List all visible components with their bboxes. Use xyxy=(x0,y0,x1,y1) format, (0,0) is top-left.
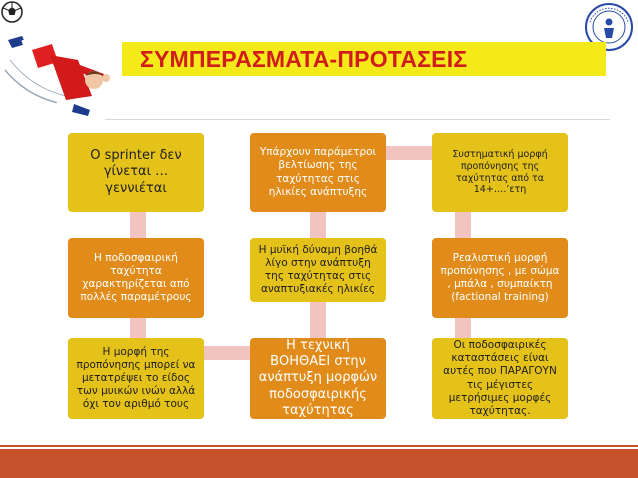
flow-box: Συστηματική μορφή προπόνησης της ταχύτητας από τα 14+….’ετη xyxy=(432,133,568,212)
connector xyxy=(130,318,146,340)
connector xyxy=(386,146,432,160)
flow-box: Ο sprinter δεν γίνεται …γεννιέται xyxy=(68,133,204,212)
flow-box: Υπάρχουν παράμετροι βελτίωσης της ταχύτητας στις ηλικίες ανάπτυξης xyxy=(250,133,386,212)
flow-box: Ρεαλιστική μορφή προπόνησης , με σώμα , μπάλα , συμπαίκτη (factional training) xyxy=(432,238,568,318)
slide-title: ΣΥΜΠΕΡΑΣΜΑΤΑ-ΠΡΟΤΑΣΕΙΣ xyxy=(140,45,468,72)
connector xyxy=(310,302,326,340)
connector xyxy=(455,318,471,340)
flow-box: Η μορφή της προπόνησης μπορεί να μετατρέψει το είδος των μυικών ινών αλλά όχι τον αριθμό τους xyxy=(68,338,204,419)
soccer-player-clipart-icon xyxy=(0,0,122,120)
connector xyxy=(130,210,146,240)
divider xyxy=(105,119,610,120)
flow-box: Η τεχνική ΒΟΗΘΑΕΙ στην ανάπτυξη μορφών ποδοσφαιρικής ταχύτητας xyxy=(250,338,386,419)
connector xyxy=(455,210,471,240)
flow-box: Η μυϊκή δύναμη βοηθά λίγο στην ανάπτυξη της ταχύτητας στις αναπτυξιακές ηλικίες xyxy=(250,238,386,302)
connector xyxy=(204,346,250,360)
footer-bar xyxy=(0,449,638,478)
footer-line xyxy=(0,445,638,447)
flow-box: Η ποδοσφαιρική ταχύτητα χαρακτηρίζεται από πολλές παραμέτρους xyxy=(68,238,204,318)
title-bar xyxy=(122,42,606,76)
connector xyxy=(310,210,326,240)
flow-box: Οι ποδοσφαιρικές καταστάσεις είναι αυτές που ΠΑΡΑΓΟΥΝ τις μέγιστες μετρήσιμες μορφές ταχύτητας. xyxy=(432,338,568,419)
